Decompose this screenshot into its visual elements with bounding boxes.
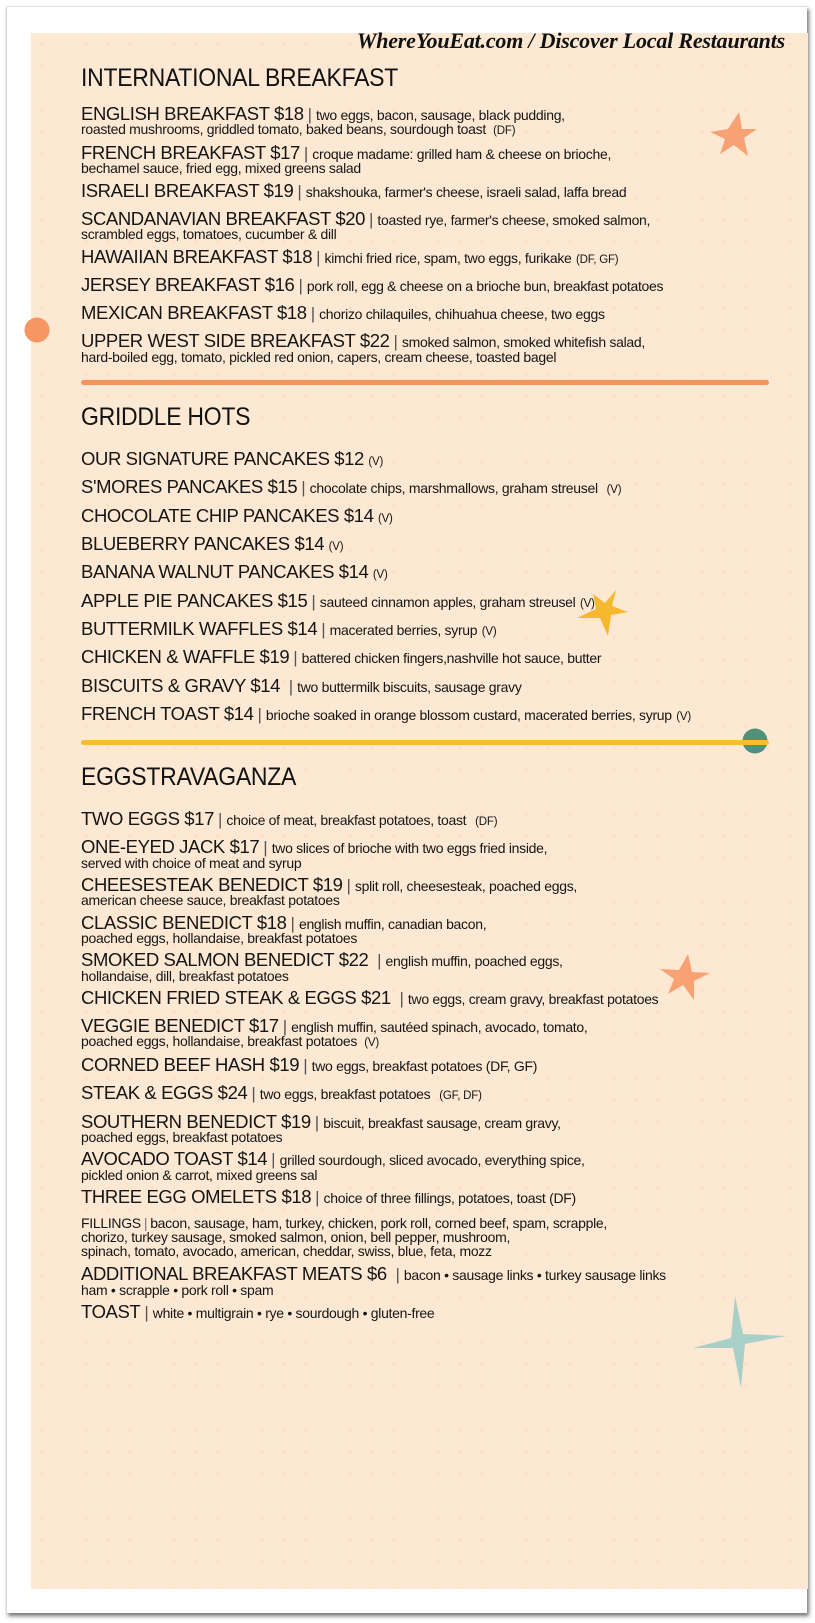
menu-item xyxy=(81,838,781,870)
diet-tag: (V) xyxy=(377,512,393,525)
menu-item xyxy=(81,1150,781,1182)
separator: | xyxy=(311,591,316,611)
separator: | xyxy=(393,332,398,352)
item-name: TWO EGGS $17 xyxy=(81,808,214,830)
diet-tag: (GF, DF) xyxy=(439,1090,482,1103)
item-desc: white • multigrain • rye • sourdough • gluten-free xyxy=(152,1304,435,1321)
item-name: ADDITIONAL BREAKFAST MEATS $6 xyxy=(81,1263,387,1285)
item-desc2-text: roasted mushrooms, griddled tomato, baked beans, sourdough toast xyxy=(81,121,486,138)
separator: | xyxy=(316,247,321,267)
item-name: MEXICAN BREAKFAST $18 xyxy=(81,302,307,324)
orange-dot-icon xyxy=(24,317,50,343)
item-name: BANANA WALNUT PANCAKES $14 xyxy=(81,561,369,583)
section-divider-orange xyxy=(81,380,769,385)
menu-item xyxy=(81,986,781,1008)
item-name: CHEESESTEAK BENEDICT $19 xyxy=(81,874,343,896)
item-name: BISCUITS & GRAVY $14 xyxy=(81,674,281,696)
item-desc: chorizo chilaquiles, chihuahua cheese, two eggs xyxy=(319,306,605,323)
item-desc: brioche soaked in orange blossom custard, macerated berries, syrup xyxy=(265,706,672,723)
section-griddle-hots xyxy=(81,403,781,724)
diet-tag: (V) xyxy=(676,710,691,723)
item-name: CHICKEN & WAFFLE $19 xyxy=(81,646,290,668)
separator: | xyxy=(314,1112,320,1132)
item-desc-line2: hard-boiled egg, tomato, pickled red onion, capers, cream cheese, toasted bagel xyxy=(81,348,557,365)
separator: | xyxy=(271,1150,276,1170)
diet-tag: (DF, GF) xyxy=(575,253,619,266)
site-watermark: WhereYouEat.com / Discover Local Restaurants xyxy=(356,28,785,53)
diet-tag: (DF) xyxy=(475,816,498,829)
menu-item xyxy=(81,1017,781,1050)
diet-tag: (V) xyxy=(579,597,595,610)
menu-item xyxy=(81,207,781,243)
separator: | xyxy=(251,1084,256,1104)
diet-tag: (V) xyxy=(372,569,388,582)
item-desc-line2: bechamel sauce, fried egg, mixed greens salad xyxy=(81,160,361,177)
separator: | xyxy=(315,1187,320,1207)
section-title: INTERNATIONAL BREAKFAST xyxy=(81,64,398,92)
separator: | xyxy=(301,478,306,498)
item-name: CHOCOLATE CHIP PANCAKES $14 xyxy=(81,504,374,526)
separator: | xyxy=(144,1302,149,1322)
item-name: VEGGIE BENEDICT $17 xyxy=(81,1015,279,1037)
item-name: BLUEBERRY PANCAKES $14 xyxy=(81,532,325,554)
menu-item xyxy=(81,589,781,611)
item-desc: kimchi fried rice, spam, two eggs, furikake xyxy=(324,249,572,266)
item-desc: choice of meat, breakfast potatoes, toast xyxy=(226,812,467,829)
diet-tag: (V) xyxy=(481,625,497,638)
item-desc-line2: poached eggs, hollandaise, breakfast potatoes xyxy=(81,929,358,946)
item-desc: two eggs, breakfast potatoes (DF, GF) xyxy=(311,1058,538,1075)
item-desc-line2 xyxy=(81,122,781,138)
section-title: GRIDDLE HOTS xyxy=(81,403,251,432)
menu-item xyxy=(81,332,781,364)
item-name: FRENCH TOAST $14 xyxy=(81,702,254,724)
separator: | xyxy=(143,1215,148,1232)
item-desc: macerated berries, syrup xyxy=(329,621,478,638)
item-name: CLASSIC BENEDICT $18 xyxy=(81,911,287,933)
separator: | xyxy=(390,1265,400,1285)
separator: | xyxy=(321,619,326,639)
item-name: UPPER WEST SIDE BREAKFAST $22 xyxy=(81,330,390,352)
item-name: ENGLISH BREAKFAST $18 xyxy=(81,103,304,124)
menu-item xyxy=(81,504,781,526)
separator: | xyxy=(293,648,298,668)
fillings-line-3: spinach, tomato, avocado, american, cheddar, swiss, blue, feta, mozz xyxy=(81,1243,492,1260)
item-desc: battered chicken fingers,nashville hot sauce, butter xyxy=(301,650,602,667)
item-name: BUTTERMILK WAFFLES $14 xyxy=(81,617,318,639)
item-desc-line2: ham • scrapple • pork roll • spam xyxy=(81,1281,274,1298)
item-name: CORNED BEEF HASH $19 xyxy=(81,1054,300,1076)
item-name: SMOKED SALMON BENEDICT $22 xyxy=(81,949,369,971)
menu-item xyxy=(81,674,781,696)
menu-item-extras xyxy=(81,1265,781,1297)
fillings-label: FILLINGS xyxy=(81,1215,141,1232)
item-desc: chocolate chips, marshmallows, graham streusel xyxy=(309,480,598,497)
item-desc: two slices of brioche with two eggs fried inside, xyxy=(271,840,548,857)
diet-tag: (DF) xyxy=(493,125,516,138)
item-desc: pork roll, egg & cheese on a brioche bun, breakfast potatoes xyxy=(306,277,664,294)
item-name: JERSEY BREAKFAST $16 xyxy=(81,273,295,295)
separator: | xyxy=(310,304,316,324)
menu-item xyxy=(81,450,781,469)
separator: | xyxy=(298,275,303,295)
menu-item xyxy=(81,144,781,176)
item-name: STEAK & EGGS $24 xyxy=(81,1082,248,1104)
item-desc: shakshouka, farmer's cheese, israeli salad, laffa bread xyxy=(305,183,627,200)
diet-tag: (V) xyxy=(606,484,622,497)
item-desc: english muffin, canadian bacon, xyxy=(298,915,487,932)
item-name: TOAST xyxy=(81,1300,141,1322)
menu-item xyxy=(81,1056,781,1075)
item-desc-line2: hollandaise, dill, breakfast potatoes xyxy=(81,967,289,984)
item-name: CHICKEN FRIED STEAK & EGGS $21 xyxy=(81,986,391,1008)
item-desc-line2: poached eggs, breakfast potatoes xyxy=(81,1129,283,1146)
item-desc: biscuit, breakfast sausage, cream gravy, xyxy=(323,1114,561,1131)
item-name: FRENCH BREAKFAST $17 xyxy=(81,142,300,164)
item-name: OUR SIGNATURE PANCAKES $12 xyxy=(81,448,364,470)
separator: | xyxy=(297,181,302,201)
separator: | xyxy=(284,676,294,696)
section-international-breakfast xyxy=(81,64,781,364)
item-desc-line2: scrambled eggs, tomatoes, cucumber & dill xyxy=(81,226,337,243)
menu-item-toast xyxy=(81,1300,781,1322)
item-desc: grilled sourdough, sliced avocado, everything spice, xyxy=(279,1152,585,1169)
item-desc: split roll, cheesesteak, poached eggs, xyxy=(354,878,577,895)
item-desc: bacon • sausage links • turkey sausage links xyxy=(403,1267,666,1284)
separator: | xyxy=(257,704,262,724)
item-name: APPLE PIE PANCAKES $15 xyxy=(81,589,308,611)
separator: | xyxy=(303,1056,308,1076)
separator: | xyxy=(307,105,313,124)
separator: | xyxy=(217,810,223,830)
omelet-fillings xyxy=(81,1216,781,1258)
item-desc: croque madame: grilled ham & cheese on brioche, xyxy=(312,146,612,163)
item-desc: english muffin, sautéed spinach, avocado, tomato, xyxy=(291,1019,588,1036)
item-name: SCANDANAVIAN BREAKFAST $20 xyxy=(81,207,365,229)
fillings-line-2: chorizo, turkey sausage, smoked salmon, onion, bell pepper, mushroom, xyxy=(81,1229,511,1246)
separator: | xyxy=(394,988,404,1008)
item-name: HAWAIIAN BREAKFAST $18 xyxy=(81,245,313,267)
item-desc: english muffin, poached eggs, xyxy=(385,953,563,970)
item-desc: smoked salmon, smoked whitefish salad, xyxy=(401,334,645,351)
item-desc: two eggs, breakfast potatoes xyxy=(259,1086,431,1103)
separator: | xyxy=(303,144,309,164)
item-name: ISRAELI BREAKFAST $19 xyxy=(81,179,294,201)
item-name: AVOCADO TOAST $14 xyxy=(81,1148,268,1170)
item-desc-line2: american cheese sauce, breakfast potatoes xyxy=(81,892,340,909)
separator: | xyxy=(372,951,382,971)
section-eggstravaganza xyxy=(81,763,781,1322)
menu-item xyxy=(81,563,781,582)
menu-item xyxy=(81,273,781,295)
menu-item xyxy=(81,532,781,554)
item-desc: choice of three fillings, potatoes, toast (DF) xyxy=(323,1189,576,1206)
item-desc-line2: served with choice of meat and syrup xyxy=(81,854,302,871)
menu-item xyxy=(81,876,781,908)
menu-item xyxy=(81,911,781,946)
menu-item xyxy=(81,1084,781,1103)
item-name: ONE-EYED JACK $17 xyxy=(81,836,260,858)
menu-item xyxy=(81,304,781,323)
item-desc-line2: pickled onion & carrot, mixed greens sal xyxy=(81,1166,318,1183)
menu-item xyxy=(81,179,781,201)
diet-tag: (V) xyxy=(328,540,344,553)
item-desc: two eggs, bacon, sausage, black pudding, xyxy=(316,107,565,123)
item-name: S'MORES PANCAKES $15 xyxy=(81,476,298,498)
menu-item xyxy=(81,245,781,267)
menu-item xyxy=(81,648,781,667)
separator: | xyxy=(369,209,374,229)
fillings-line-1: bacon, sausage, ham, turkey, chicken, pork roll, corned beef, spam, scrapple, xyxy=(150,1215,607,1232)
menu-item xyxy=(81,1185,781,1207)
item-desc: sauteed cinnamon apples, graham streusel xyxy=(319,593,576,610)
item-desc-line2 xyxy=(81,1034,781,1050)
item-name: SOUTHERN BENEDICT $19 xyxy=(81,1110,311,1132)
menu-item xyxy=(81,1110,781,1146)
separator: | xyxy=(282,1017,288,1037)
separator: | xyxy=(263,838,268,858)
item-desc: toasted rye, farmer's cheese, smoked salmon, xyxy=(377,211,651,228)
item-desc2-text: poached eggs, hollandaise, breakfast potatoes xyxy=(81,1033,358,1050)
section-divider-yellow xyxy=(81,740,769,745)
separator: | xyxy=(290,913,295,933)
separator: | xyxy=(346,876,351,896)
menu-content xyxy=(81,64,781,1331)
menu-item xyxy=(81,478,781,497)
section-title: EGGSTRAVAGANZA xyxy=(81,763,297,792)
menu-item xyxy=(81,702,781,724)
item-desc: two buttermilk biscuits, sausage gravy xyxy=(297,678,522,695)
diet-tag: (V) xyxy=(364,1037,379,1050)
menu-item xyxy=(81,617,781,639)
diet-tag: (V) xyxy=(368,456,384,469)
menu-item xyxy=(81,810,781,829)
item-name: THREE EGG OMELETS $18 xyxy=(81,1185,312,1207)
menu-item xyxy=(81,951,781,983)
item-desc: two eggs, cream gravy, breakfast potatoes xyxy=(407,990,659,1007)
menu-item xyxy=(81,105,781,138)
